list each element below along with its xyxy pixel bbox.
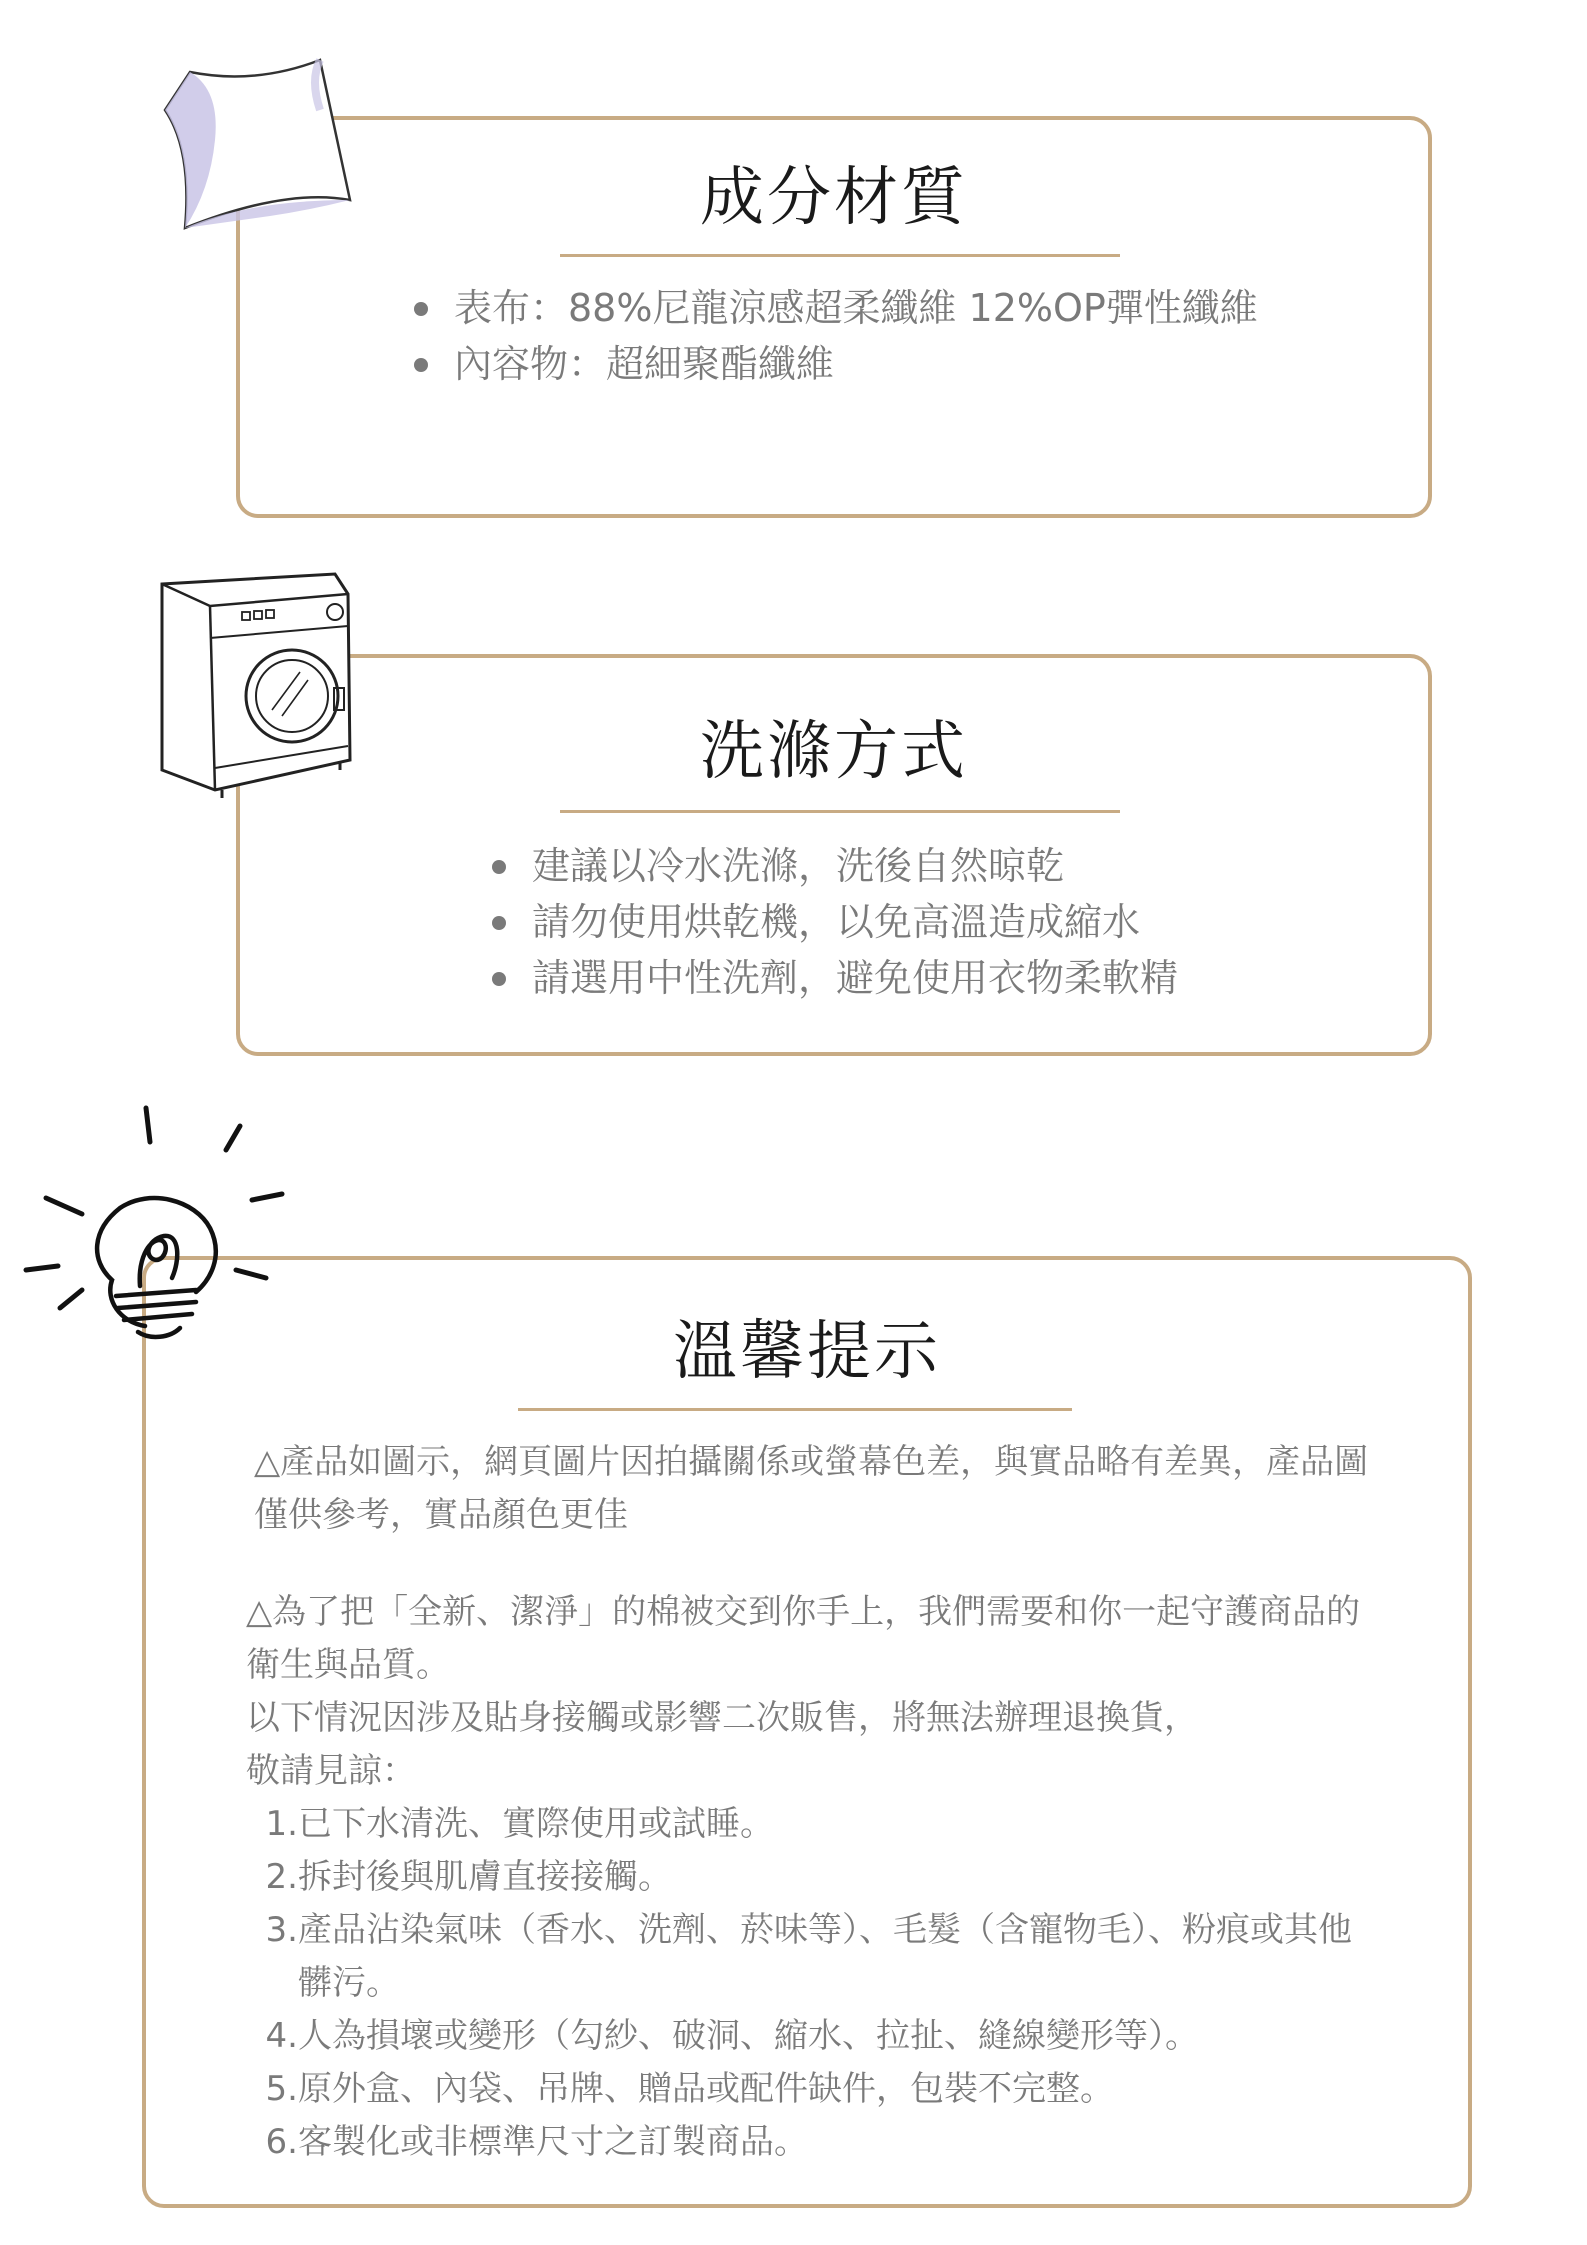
tips-note-hygiene: △為了把「全新、潔淨」的棉被交到你手上，我們需要和你一起守護商品的衛生與品質。 <box>246 1592 1361 1685</box>
list-number: 2. <box>265 1857 298 1897</box>
materials-card <box>236 116 1432 518</box>
list-text: 原外盒、內袋、吊牌、贈品或配件缺件，包裝不完整。 <box>298 2069 1114 2109</box>
tips-note-product-image: △產品如圖示，網頁圖片因拍攝關係或螢幕色差，與實品略有差異，產品圖僅供參考，實品顏色更佳 <box>254 1442 1369 1535</box>
materials-title: 成分材質 <box>700 161 968 235</box>
materials-list <box>412 280 1258 392</box>
list-number: 5. <box>265 2069 298 2109</box>
tips-conditions-list <box>242 1798 1382 2169</box>
tips-title: 溫馨提示 <box>673 1315 941 1389</box>
list-text: 客製化或非標準尺寸之訂製商品。 <box>298 2122 808 2162</box>
washing-machine-icon <box>150 560 370 800</box>
list-item <box>242 2063 1382 2116</box>
list-item <box>242 1798 1382 1851</box>
list-number: 1. <box>265 1804 298 1844</box>
list-item <box>242 2010 1382 2063</box>
list-item: 表布：88%尼龍涼感超柔纖維 12%OP彈性纖維 <box>412 280 1258 336</box>
list-item: 內容物：超細聚酯纖維 <box>412 336 1258 392</box>
washing-list <box>490 838 1178 1006</box>
washing-title-rule <box>560 810 1120 813</box>
tips-title-rule <box>518 1408 1072 1411</box>
list-text: 拆封後與肌膚直接接觸。 <box>298 1857 672 1897</box>
list-item <box>242 2116 1382 2169</box>
materials-title-rule <box>560 254 1120 257</box>
list-item <box>242 1851 1382 1904</box>
list-item <box>242 1904 1382 2010</box>
pillow-icon <box>160 50 360 240</box>
tips-card <box>142 1256 1472 2208</box>
list-text: 人為損壞或變形（勾紗、破洞、縮水、拉扯、縫線變形等）。 <box>298 2016 1199 2056</box>
list-item: 建議以冷水洗滌，洗後自然晾乾 <box>490 838 1178 894</box>
list-item: 請選用中性洗劑，避免使用衣物柔軟精 <box>490 950 1178 1006</box>
tips-note-return-policy: 以下情況因涉及貼身接觸或影響二次販售，將無法辦理退換貨， <box>246 1698 1198 1738</box>
list-number: 6. <box>265 2122 298 2162</box>
list-item: 請勿使用烘乾機，以免高溫造成縮水 <box>490 894 1178 950</box>
list-text: 產品沾染氣味（香水、洗劑、菸味等）、毛髮（含寵物毛）、粉痕或其他髒污。 <box>298 1910 1352 2003</box>
list-number: 4. <box>265 2016 298 2056</box>
list-text: 已下水清洗、實際使用或試睡。 <box>298 1804 774 1844</box>
lightbulb-icon <box>20 1100 290 1350</box>
washing-card <box>236 654 1432 1056</box>
washing-title: 洗滌方式 <box>700 715 968 789</box>
list-number: 3. <box>265 1910 298 1950</box>
tips-note-apology: 敬請見諒： <box>246 1751 416 1791</box>
